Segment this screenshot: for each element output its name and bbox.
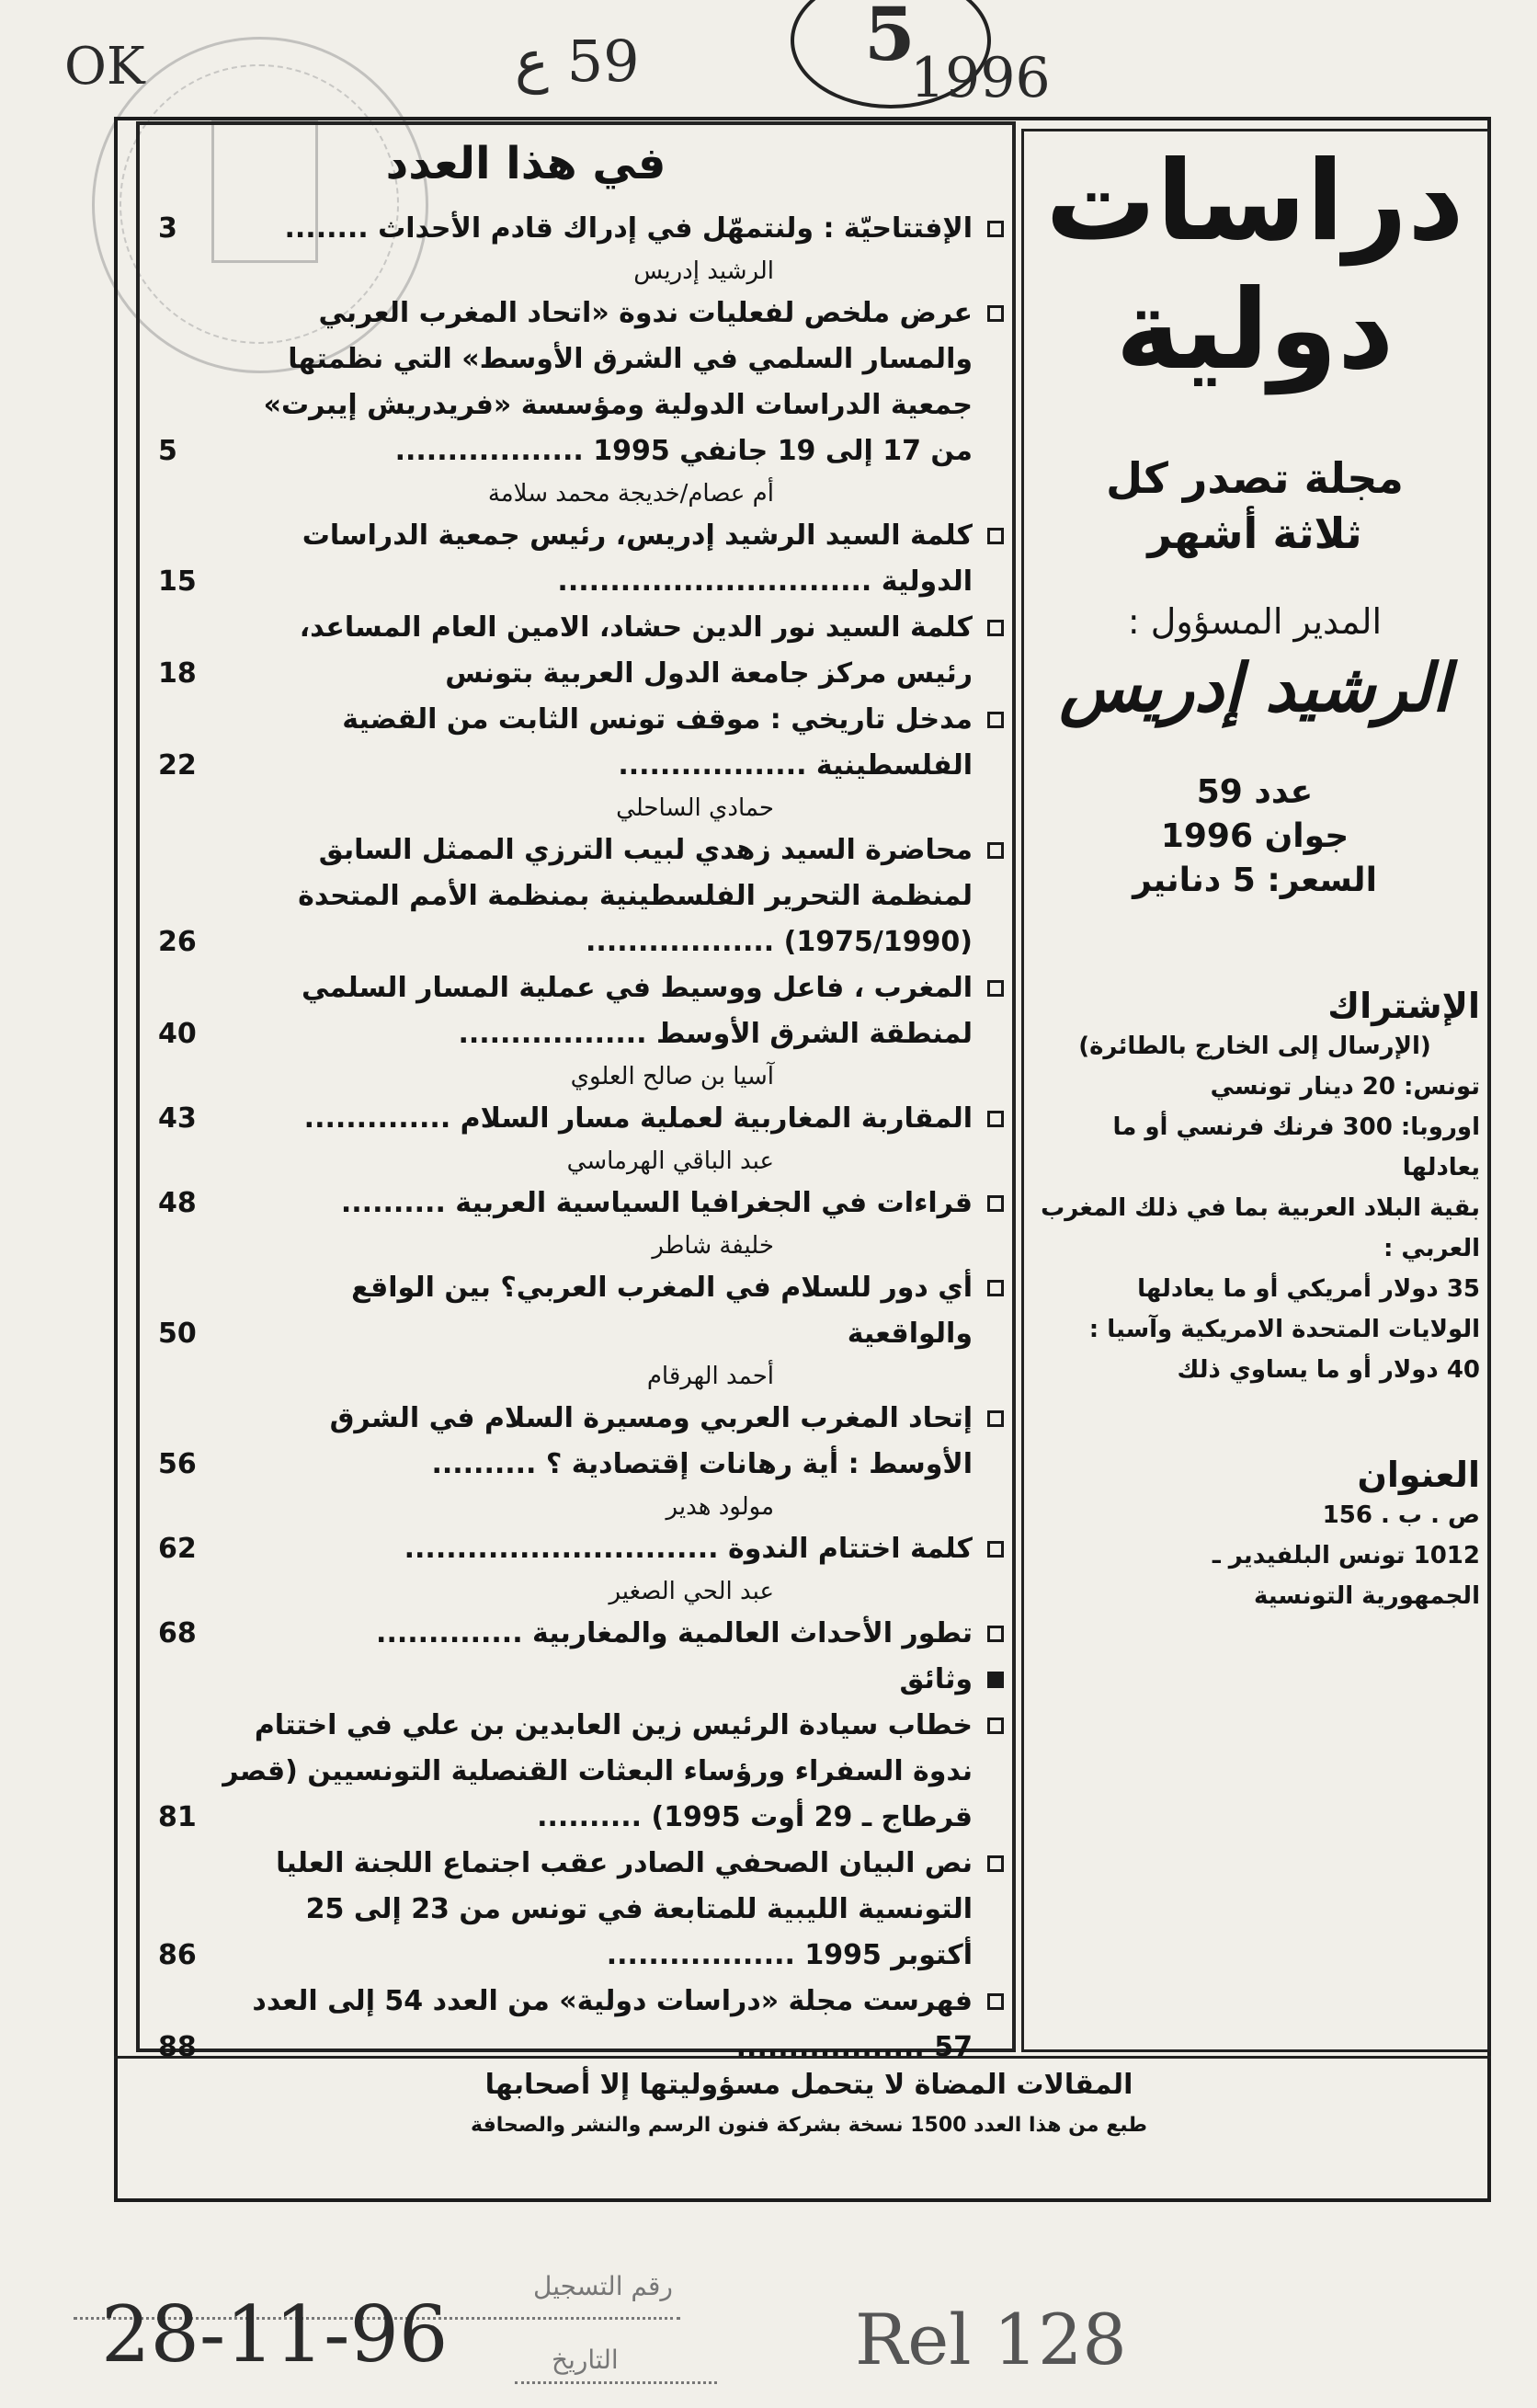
subscription-line: تونس: 20 دينار تونسي [1210, 1073, 1480, 1101]
subscription-heading: الإشتراك [1327, 986, 1480, 1026]
toc-entry [158, 513, 1004, 605]
magazine-subtitle-2: ثلاثة أشهر [1147, 508, 1362, 558]
toc-title: في هذا العدد [385, 138, 666, 189]
toc-entry-page: 40 [158, 1018, 197, 1050]
toc-entry [158, 1526, 1004, 1572]
toc-entry [158, 1611, 1004, 1657]
address-line: الجمهورية التونسية [1253, 1582, 1480, 1610]
toc-entry-text: فهرست مجلة «دراسات دولية» من العدد 54 إلى العدد 57 .................. [252, 1985, 973, 2063]
toc-section-documents [158, 1657, 1004, 1703]
toc-entry-author: أحمد الهرقام [646, 1363, 774, 1390]
disclaimer: المقالات المضاة لا يتحمل مسؤوليتها إلا أصحابها [484, 2069, 1133, 2101]
toc-entry-text: عرض ملخص لفعليات ندوة «اتحاد المغرب العربي والمسار السلمي في الشرق الأوسط» التي نظمتها جمعية الدراسات الدولية ومؤسسة «فريدريش إيبرت» من 17 إلى 19 جانفي 1995 .................. [263, 297, 973, 467]
checkbox-icon [987, 1195, 1004, 1212]
toc-entry-text: إتحاد المغرب العربي ومسيرة السلام في الشرق الأوسط : أية رهانات إقتصادية ؟ .......... [329, 1402, 973, 1480]
toc-entry [158, 605, 1004, 697]
magazine-title-line1: دراسات [1045, 138, 1464, 266]
checkbox-icon [987, 620, 1004, 636]
toc-entry-author: عبد الباقي الهرماسي [566, 1147, 774, 1175]
subscription-line: 40 دولار أو ما يساوي ذلك [1177, 1356, 1480, 1384]
toc-entry-author: آسيا بن صالح العلوي [570, 1063, 774, 1090]
toc-entry-text: كلمة السيد نور الدين حشاد، الامين العام المساعد، رئيس مركز جامعة الدول العربية بتونس [299, 611, 973, 690]
toc-entry-text: محاضرة السيد زهدي لبيب الترزي الممثل السابق لمنظمة التحرير الفلسطينية بمنظمة الأمم المتحدة (1975/1990) .................. [298, 834, 973, 958]
toc-entry-author: الرشيد إدريس [633, 257, 774, 285]
address-line: ص . ب . 156 [1322, 1501, 1480, 1529]
checkbox-icon [987, 221, 1004, 237]
toc-entry-text: نص البيان الصحفي الصادر عقب اجتماع اللجنة العليا التونسية الليبية للمتابعة في تونس من 23 إلى 25 أكتوبر 1995 .................. [276, 1847, 973, 1971]
toc-entry [158, 827, 1004, 965]
toc-entry [158, 697, 1004, 789]
toc-entry-page: 62 [158, 1533, 197, 1565]
issue-number: عدد 59 [1196, 773, 1314, 811]
handwritten-year: 1996 [910, 46, 1051, 110]
issue-price: السعر: 5 دنانير [1133, 862, 1377, 899]
toc-entry [158, 965, 1004, 1057]
toc-entry [158, 1703, 1004, 1841]
toc-entry-text: كلمة اختتام الندوة .............................. [404, 1533, 973, 1565]
toc-entry-author: خليفة شاطر [652, 1232, 774, 1260]
handwritten-issue: 59 ع [515, 28, 640, 95]
checkbox-icon [987, 1111, 1004, 1127]
subscription-note: (الإرسال إلى الخارج بالطائرة) [1078, 1033, 1431, 1060]
address-heading: العنوان [1357, 1455, 1480, 1495]
toc-entry [158, 206, 1004, 252]
checkbox-icon [987, 1855, 1004, 1872]
toc-entry-text: كلمة السيد الرشيد إدريس، رئيس جمعية الدراسات الدولية .............................. [302, 519, 973, 598]
checkbox-icon [987, 1626, 1004, 1642]
toc-entry-page: 88 [158, 2031, 197, 2063]
editor-name: الرشيد إدريس [1059, 649, 1451, 726]
handwritten-reference: Rel 128 [855, 2299, 1127, 2380]
masthead [1030, 138, 1480, 1616]
toc-entry-text: مدخل تاريخي : موقف تونس الثابت من القضية الفلسطينية .................. [342, 703, 973, 782]
toc-entry-author: عبد الحي الصغير [609, 1578, 774, 1605]
subscription-line: الولايات المتحدة الامريكية وآسيا : [1088, 1316, 1480, 1343]
toc-entry-text: الإفتتاحيّة : ولنتمهّل في إدراك قادم الأحداث ........ [284, 212, 973, 245]
subscription-line: اوروبا: 300 فرنك فرنسي أو ما يعادلها [1112, 1113, 1480, 1181]
print-note: طبع من هذا العدد 1500 نسخة بشركة فنون الرسم والنشر والصحافة [471, 2114, 1147, 2137]
registration-label: رقم التسجيل [533, 2271, 673, 2301]
table-of-contents [158, 138, 1004, 2071]
toc-entry-page: 48 [158, 1187, 197, 1219]
magazine-title-line2: دولية [1115, 267, 1395, 394]
toc-entry-page: 43 [158, 1102, 197, 1135]
checkbox-icon [987, 1993, 1004, 2010]
address-line: 1012 تونس البلفيدير ـ [1212, 1542, 1480, 1569]
editor-label: المدير المسؤول : [1127, 601, 1383, 642]
toc-entry-text: خطاب سيادة الرئيس زين العابدين بن علي في اختتام ندوة السفراء ورؤساء البعثات القنصلية التونسيين (قصر قرطاج ـ 29 أوت 1995) .......... [222, 1709, 973, 1833]
toc-entry [158, 1396, 1004, 1488]
toc-entry [158, 1096, 1004, 1142]
checkbox-icon [987, 528, 1004, 544]
checkbox-icon [987, 1718, 1004, 1734]
toc-entry-page: 86 [158, 1939, 197, 1971]
footer-notes [147, 2069, 1471, 2137]
toc-entry [158, 1181, 1004, 1227]
toc-entry-page: 26 [158, 926, 197, 958]
toc-entry-author: مولود هدير [666, 1493, 774, 1521]
handwritten-ok: OK [64, 37, 145, 97]
checkbox-icon [987, 1280, 1004, 1296]
checkbox-icon [987, 1541, 1004, 1558]
issue-date: جوان 1996 [1160, 817, 1349, 855]
toc-entry-page: 22 [158, 749, 197, 782]
handwritten-circle-number: 5 [864, 0, 916, 77]
date-dotted-line [515, 2381, 717, 2384]
checkbox-icon [987, 712, 1004, 728]
toc-entry-text: تطور الأحداث العالمية والمغاربية .............. [376, 1617, 973, 1649]
checkbox-icon [987, 305, 1004, 322]
toc-entry-page: 50 [158, 1318, 197, 1350]
toc-entry-page: 3 [158, 212, 177, 245]
subscription-line: بقية البلاد العربية بما في ذلك المغرب العربي : [1041, 1194, 1480, 1262]
toc-entry-author: حمادي الساحلي [616, 794, 774, 822]
toc-entry-page: 18 [158, 657, 197, 690]
checkbox-icon [987, 1410, 1004, 1427]
toc-entry-text: المقاربة المغاربية لعملية مسار السلام .............. [303, 1102, 973, 1135]
filled-square-icon [987, 1672, 1004, 1688]
toc-entry-page: 56 [158, 1448, 197, 1480]
subscription-line: 35 دولار أمريكي أو ما يعادلها [1137, 1275, 1480, 1303]
toc-entry [158, 1841, 1004, 1979]
toc-entry-page: 5 [158, 435, 177, 467]
toc-entry [158, 291, 1004, 474]
toc-entry-author: أم عصام/خديجة محمد سلامة [487, 480, 774, 508]
magazine-subtitle-1: مجلة تصدر كل [1106, 453, 1404, 503]
checkbox-icon [987, 980, 1004, 997]
toc-entry-page: 81 [158, 1801, 197, 1833]
toc-entry-page: 68 [158, 1617, 197, 1649]
toc-entry-page: 15 [158, 565, 197, 598]
toc-entry-text: أي دور للسلام في المغرب العربي؟ بين الواقع والواقعية [351, 1272, 973, 1350]
toc-entry [158, 1265, 1004, 1357]
toc-section-label: وثائق [899, 1663, 973, 1695]
handwritten-date: 28-11-96 [101, 2289, 449, 2379]
toc-entry-text: قراءات في الجغرافيا السياسية العربية .......... [340, 1187, 973, 1219]
toc-entry-text: المغرب ، فاعل ووسيط في عملية المسار السلمي لمنطقة الشرق الأوسط .................. [301, 972, 973, 1050]
date-label: التاريخ [552, 2345, 619, 2375]
toc-entry [158, 1979, 1004, 2071]
checkbox-icon [987, 842, 1004, 859]
